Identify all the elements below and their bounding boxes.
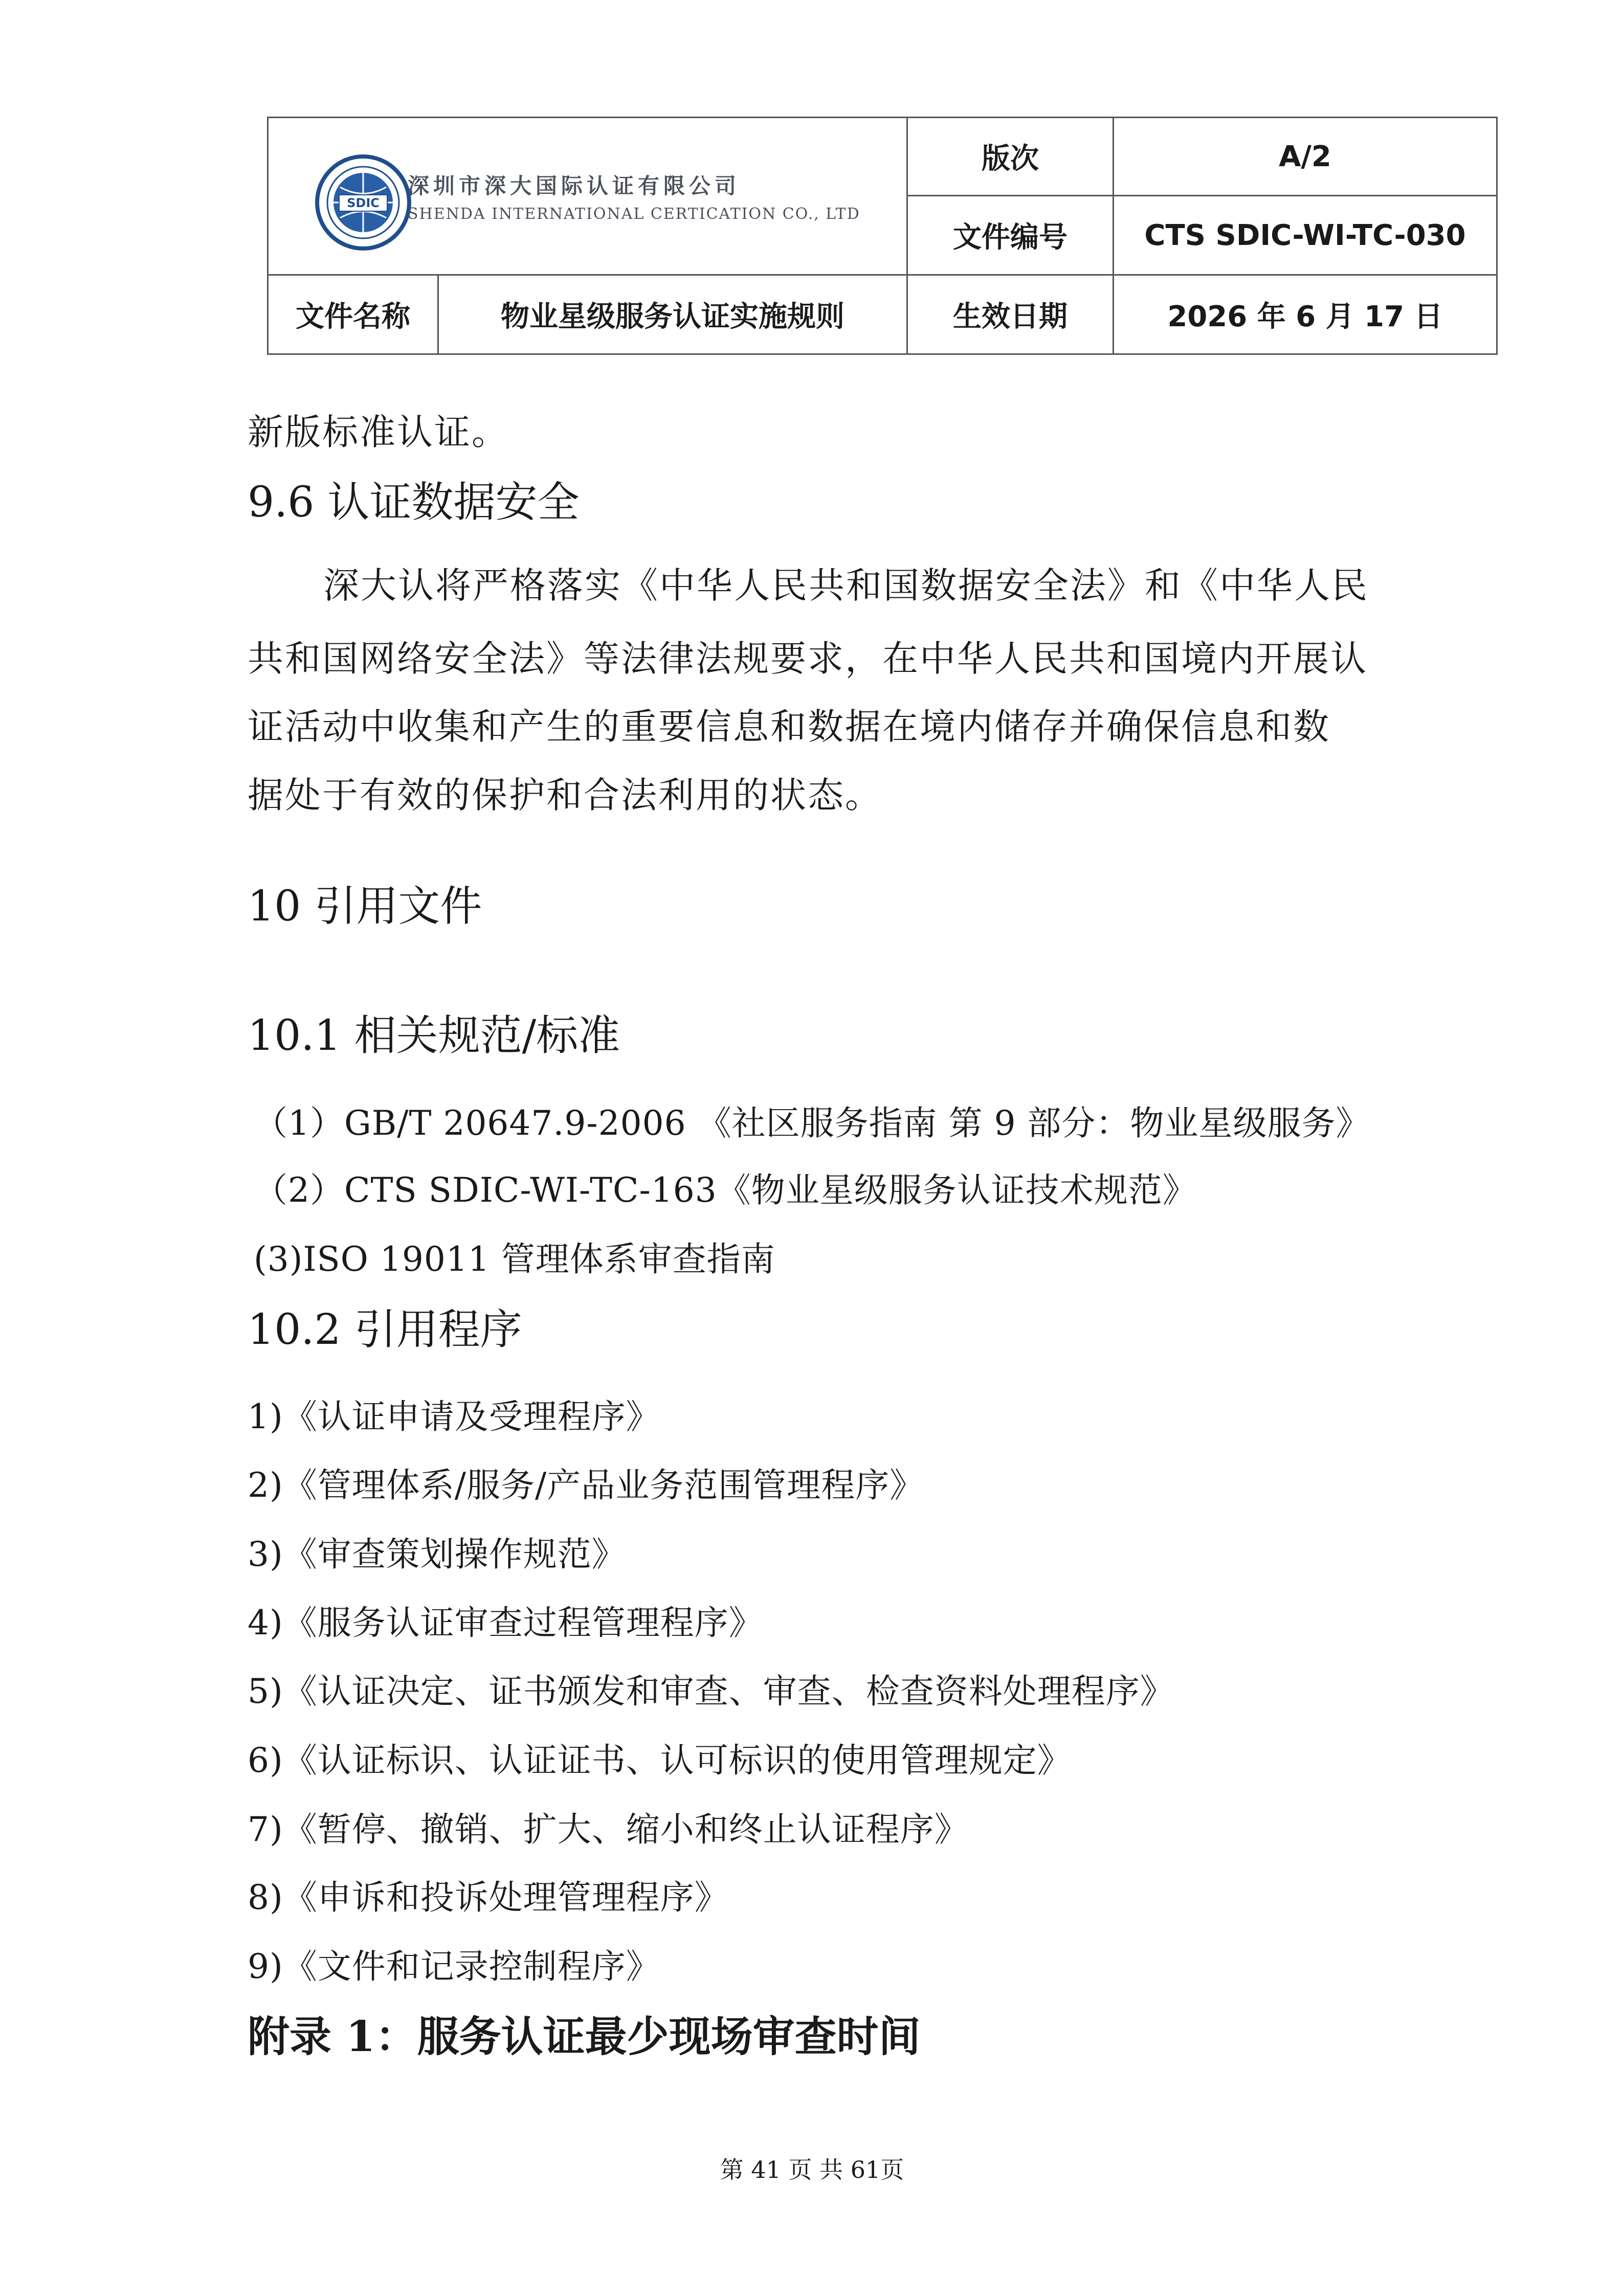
- list-item: 1)《认证申请及受理程序》: [248, 1397, 660, 1436]
- paragraph-line: 深大认将严格落实《中华人民共和国数据安全法》和《中华人民: [323, 565, 1369, 606]
- header-table: [267, 117, 1498, 355]
- list-item: （2）CTS SDIC-WI-TC-163《物业星级服务认证技术规范》: [254, 1170, 1197, 1210]
- version-label: 版次: [982, 142, 1039, 175]
- version-value: A/2: [1279, 140, 1331, 173]
- doc-name-value: 物业星级服务认证实施规则: [501, 300, 844, 333]
- list-item: 7)《暂停、撤销、扩大、缩小和终止认证程序》: [248, 1810, 969, 1849]
- paragraph-line: 共和国网络安全法》等法律法规要求，在中华人民共和国境内开展认: [248, 638, 1368, 680]
- list-item: 5)《认证决定、证书颁发和审查、审查、检查资料处理程序》: [248, 1672, 1174, 1711]
- paragraph-line: 据处于有效的保护和合法利用的状态。: [248, 774, 882, 816]
- svg-text:SDIC: SDIC: [347, 196, 380, 210]
- continuation-text: 新版标准认证。: [248, 411, 509, 453]
- effective-date-value: 2026 年 6 月 17 日: [1167, 300, 1443, 333]
- list-item: 3)《审查策划操作规范》: [248, 1535, 626, 1574]
- list-item: 9)《文件和记录控制程序》: [248, 1947, 660, 1986]
- paragraph-line: 证活动中收集和产生的重要信息和数据在境内储存并确保信息和数: [248, 706, 1330, 748]
- list-item: 8)《申诉和投诉处理管理程序》: [248, 1878, 729, 1917]
- doc-number-label: 文件编号: [953, 221, 1067, 254]
- company-logo: [315, 154, 860, 272]
- doc-number-value: CTS SDIC-WI-TC-030: [1144, 218, 1466, 252]
- list-item: 4)《服务认证审查过程管理程序》: [248, 1603, 763, 1642]
- company-name-cn: 深圳市深大国际认证有限公司: [408, 173, 741, 198]
- section-10-1-title: 10.1 相关规范/标准: [248, 1011, 620, 1060]
- section-10-2-title: 10.2 引用程序: [248, 1305, 522, 1354]
- list-item: (3)ISO 19011 管理体系审查指南: [254, 1240, 775, 1279]
- appendix-title: 附录 1：服务认证最少现场审查时间: [248, 2012, 921, 2061]
- effective-date-label: 生效日期: [953, 300, 1067, 333]
- page-number: 第 41 页 共 61页: [720, 2156, 904, 2184]
- section-10-title: 10 引用文件: [248, 882, 482, 931]
- list-item: （1）GB/T 20647.9-2006 《社区服务指南 第 9 部分：物业星级服务》: [254, 1104, 1370, 1143]
- company-seal-icon: [315, 154, 412, 251]
- company-name-en: SHENDA INTERNATIONAL CERTICATION CO., LTD: [408, 205, 860, 223]
- section-9-6-title: 9.6 认证数据安全: [248, 478, 580, 527]
- doc-name-label: 文件名称: [296, 300, 410, 333]
- list-item: 6)《认证标识、认证证书、认可标识的使用管理规定》: [248, 1741, 1072, 1780]
- list-item: 2)《管理体系/服务/产品业务范围管理程序》: [248, 1466, 924, 1505]
